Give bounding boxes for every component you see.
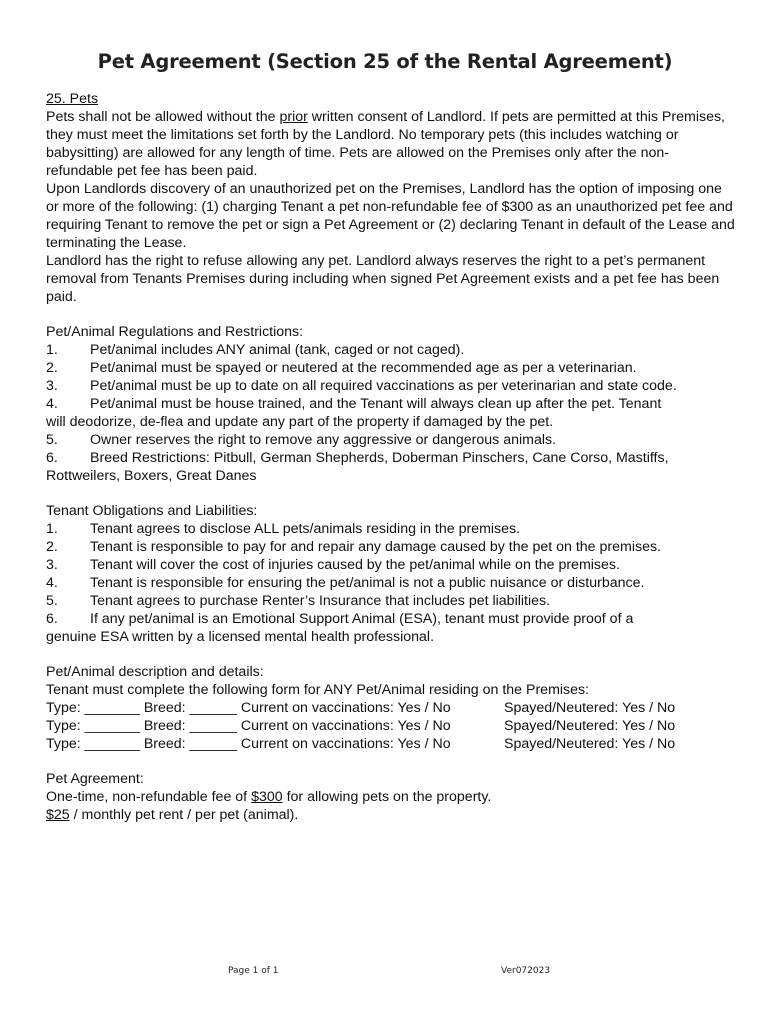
item-text: Pet/animal must be house trained, and the Tenant will always clean up after the pet. Tenant	[90, 396, 662, 412]
document-body	[46, 90, 736, 824]
list-item	[46, 556, 736, 574]
spayed-neutered-field: Spayed/Neutered: Yes / No	[504, 718, 676, 734]
pet-form-fields: Type: _______ Breed: ______ Current on vaccinations: Yes / No	[46, 700, 451, 716]
pet-form	[46, 699, 736, 753]
item-number: 5.	[46, 432, 58, 448]
spayed-neutered-field: Spayed/Neutered: Yes / No	[504, 736, 676, 752]
list-item	[46, 592, 736, 610]
item-number: 4.	[46, 575, 58, 591]
item-text: Breed Restrictions: Pitbull, German Shepherds, Doberman Pinschers, Cane Corso, Mastiffs,	[90, 450, 669, 466]
list-item-continuation: genuine ESA written by a licensed mental health professional.	[46, 629, 435, 645]
item-text: Tenant agrees to disclose ALL pets/animals residing in the premises.	[90, 521, 521, 537]
item-text: Tenant is responsible to pay for and repair any damage caused by the pet on the premises.	[90, 539, 661, 555]
pets-paragraph-1	[46, 108, 736, 180]
prior-underlined: prior	[279, 109, 308, 125]
list-item	[46, 377, 736, 395]
document-title: Pet Agreement (Section 25 of the Rental Agreement)	[97, 50, 673, 73]
regulations-list	[46, 341, 736, 485]
list-item	[46, 520, 736, 538]
text-span: / monthly pet rent / per pet (animal).	[69, 807, 299, 823]
list-item	[46, 574, 736, 592]
fee-amount: $300	[251, 789, 283, 805]
obligations-heading: Tenant Obligations and Liabilities:	[46, 503, 258, 519]
list-item-continuation: Rottweilers, Boxers, Great Danes	[46, 468, 257, 484]
list-item	[46, 610, 736, 628]
pet-form-fields: Type: _______ Breed: ______ Current on vaccinations: Yes / No	[46, 718, 451, 734]
pet-form-fields: Type: _______ Breed: ______ Current on vaccinations: Yes / No	[46, 736, 451, 752]
obligations-list	[46, 520, 736, 646]
item-text: If any pet/animal is an Emotional Support Animal (ESA), tenant must provide proof of a	[90, 611, 634, 627]
pet-form-row	[46, 717, 736, 735]
item-text: Owner reserves the right to remove any aggressive or dangerous animals.	[90, 432, 557, 448]
list-item	[46, 431, 736, 449]
pet-form-row	[46, 735, 736, 753]
item-number: 2.	[46, 360, 58, 376]
list-item	[46, 449, 736, 467]
item-number: 4.	[46, 396, 58, 412]
page-number: Page 1 of 1	[228, 966, 279, 976]
text-span: written consent of Landlord. If pets are permitted at this Premises, they must meet the limitations set forth by the Landlord. No temporary pets (this includes watching or babysitting) are allowed for any length of time. Pets are allowed on the Premises only after the non-refundable pet fee has been paid.	[46, 109, 725, 179]
item-text: Tenant is responsible for ensuring the pet/animal is not a public nuisance or disturbance.	[90, 575, 645, 591]
item-text: Pet/animal must be spayed or neutered at the recommended age as per a veterinarian.	[90, 360, 637, 376]
agreement-heading: Pet Agreement:	[46, 771, 144, 787]
text-span: One-time, non-refundable fee of	[46, 789, 252, 805]
item-text: Pet/animal includes ANY animal (tank, caged or not caged).	[90, 342, 465, 358]
agreement-rent-line	[46, 806, 736, 824]
text-span: Pets shall not be allowed without the	[46, 109, 280, 125]
rent-amount: $25	[46, 807, 70, 823]
item-number: 6.	[46, 450, 58, 466]
list-item	[46, 359, 736, 377]
description-heading: Pet/Animal description and details:	[46, 664, 264, 680]
item-text: Tenant agrees to purchase Renter’s Insurance that includes pet liabilities.	[90, 593, 551, 609]
pets-paragraph-2: Upon Landlords discovery of an unauthorized pet on the Premises, Landlord has the option of imposing one or more of the following: (1) charging Tenant a pet non-refundable fee of $300 as an unauthorized pet fee and requiring Tenant to remove the pet or sign a Pet Agreement or (2) declaring Tenant in default of the Lease and terminating the Lease.	[46, 181, 735, 251]
list-item	[46, 341, 736, 359]
spayed-neutered-field: Spayed/Neutered: Yes / No	[504, 700, 676, 716]
agreement-fee-line	[46, 788, 736, 806]
item-number: 1.	[46, 342, 58, 358]
version-label: Ver072023	[501, 966, 551, 976]
list-item	[46, 395, 736, 413]
pets-paragraph-3: Landlord has the right to refuse allowing any pet. Landlord always reserves the right to a pet’s permanent removal from Tenants Premises during including when signed Pet Agreement exists and a pet fee has been paid.	[46, 253, 720, 305]
item-number: 6.	[46, 611, 58, 627]
item-number: 3.	[46, 557, 58, 573]
list-item-continuation: will deodorize, de-flea and update any part of the property if damaged by the pet.	[46, 414, 554, 430]
item-number: 5.	[46, 593, 58, 609]
list-item	[46, 538, 736, 556]
item-number: 1.	[46, 521, 58, 537]
item-number: 3.	[46, 378, 58, 394]
pet-form-row	[46, 699, 736, 717]
text-span: for allowing pets on the property.	[282, 789, 492, 805]
regulations-heading: Pet/Animal Regulations and Restrictions:	[46, 324, 304, 340]
item-text: Tenant will cover the cost of injuries caused by the pet/animal while on the premises.	[90, 557, 620, 573]
item-text: Pet/animal must be up to date on all required vaccinations as per veterinarian and state code.	[90, 378, 677, 394]
description-intro: Tenant must complete the following form for ANY Pet/Animal residing on the Premises:	[46, 682, 590, 698]
item-number: 2.	[46, 539, 58, 555]
section-heading-pets: 25. Pets	[46, 91, 99, 107]
